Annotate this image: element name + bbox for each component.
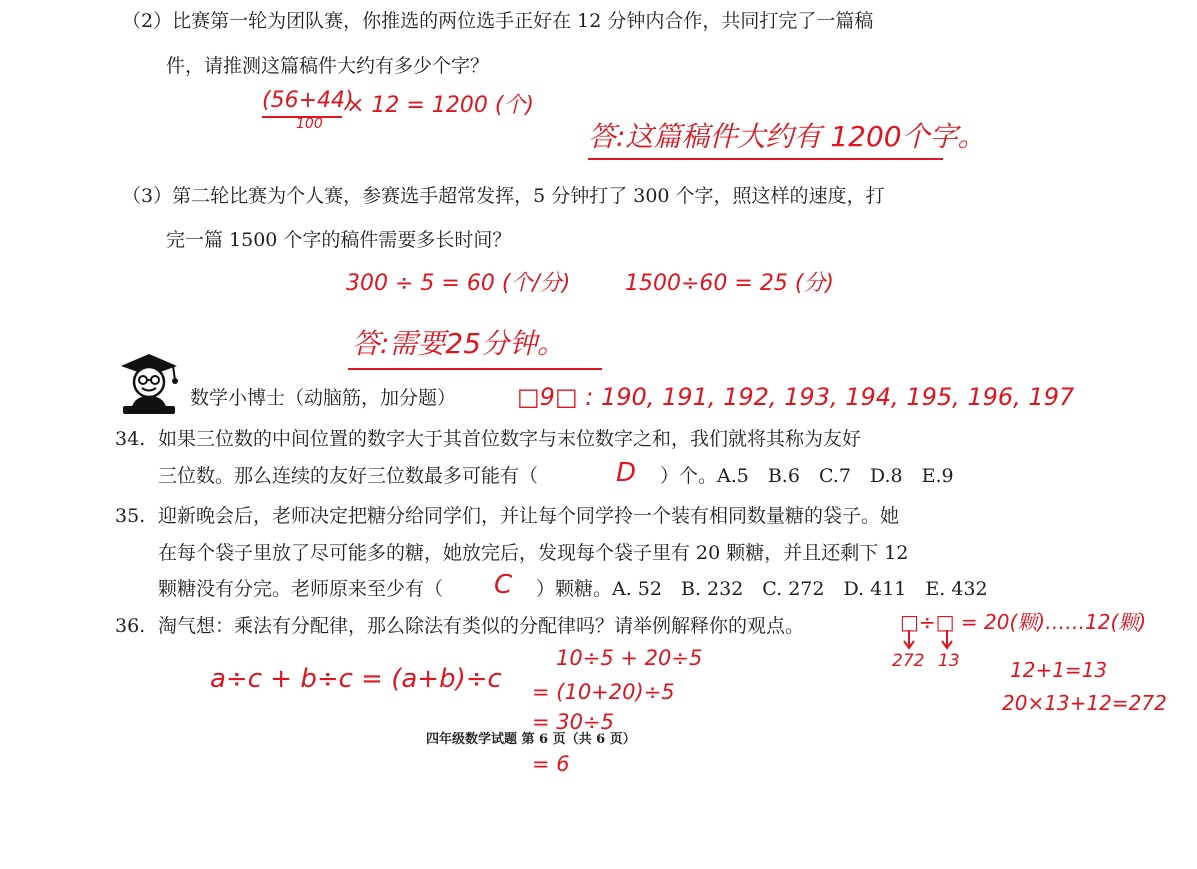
q3-text-line2: 完一篇 1500 个字的稿件需要多长时间？ [166, 229, 512, 251]
hw35-value-272: 272 [892, 651, 925, 671]
hw35-calc1: 12+1=13 [1010, 658, 1108, 682]
hw36-example-4: = 6 [532, 752, 570, 776]
hw2-answer: 答:这篇稿件大约有 1200个字。 [588, 120, 986, 153]
q35-text-line1: 迎新晚会后，老师决定把糖分给同学们，并让每个同学拎一个装有相同数量糖的袋子。她 [158, 505, 900, 527]
math-doctor-mascot-icon [115, 348, 183, 416]
q2-text-line1: （2）比赛第一轮为团队赛，你推选的两位选手正好在 12 分钟内合作，共同打完了一篇稿 [122, 10, 874, 32]
q3-text-line1: （3）第二轮比赛为个人赛，参赛选手超常发挥，5 分钟打了 300 个字，照这样的速度，打 [122, 185, 885, 207]
bonus-title: 数学小博士（动脑筋，加分题） [190, 387, 457, 409]
q2-text-line2: 件，请推测这篇稿件大约有多少个字？ [166, 55, 490, 77]
hw2-answer-underline [588, 158, 943, 160]
q34-number: 34. [115, 428, 146, 450]
hw2-denominator: 100 [296, 116, 323, 132]
hw2-calc: × 12 = 1200 (个) [346, 93, 534, 118]
q34-text-line1: 如果三位数的中间位置的数字大于其首位数字与末位数字之和，我们就将其称为友好 [158, 428, 862, 450]
hw3-calc1: 300 ÷ 5 = 60 (个/分) [346, 271, 571, 296]
hw3-answer: 答:需要25分钟。 [352, 327, 566, 360]
page-footer: 四年级数学试题 第 6 页（共 6 页） [426, 732, 636, 747]
hw35-value-13: 13 [938, 651, 960, 671]
q34-answer: D [616, 458, 637, 488]
hw36-example-3: = 30÷5 [532, 710, 614, 734]
hw35-calc2: 20×13+12=272 [1002, 691, 1167, 715]
hw2-numerator: (56+44) [262, 88, 354, 113]
hw36-example-1: 10÷5 + 20÷5 [556, 646, 703, 670]
hw35-box-equation: □÷□ = 20(颗)……12(颗) [900, 610, 1147, 634]
hw36-formula: a÷c + b÷c = (a+b)÷c [210, 664, 502, 694]
hw3-answer-underline [348, 368, 602, 370]
q34-text-line2b: ）个。A.5 B.6 C.7 D.8 E.9 [660, 465, 954, 487]
hw3-calc2: 1500÷60 = 25 (分) [625, 271, 834, 296]
q35-text-line3a: 颗糖没有分完。老师原来至少有（ [158, 578, 444, 600]
hw-bonus-list: □9□ : 190, 191, 192, 193, 194, 195, 196, 197 [517, 383, 1075, 411]
q35-answer: C [494, 570, 513, 600]
hw35-arrows-icon [900, 630, 960, 650]
hw36-example-2: = (10+20)÷5 [532, 680, 675, 704]
q35-text-line3b: ）颗糖。A. 52 B. 232 C. 272 D. 411 E. 432 [536, 578, 988, 600]
q36-text-line1: 淘气想：乘法有分配律，那么除法有类似的分配律吗？请举例解释你的观点。 [158, 615, 805, 637]
q35-number: 35. [115, 505, 146, 527]
q34-text-line2a: 三位数。那么连续的友好三位数最多可能有（ [158, 465, 539, 487]
q36-number: 36. [115, 615, 146, 637]
q35-text-line2: 在每个袋子里放了尽可能多的糖，她放完后，发现每个袋子里有 20 颗糖，并且还剩下 12 [158, 542, 909, 564]
